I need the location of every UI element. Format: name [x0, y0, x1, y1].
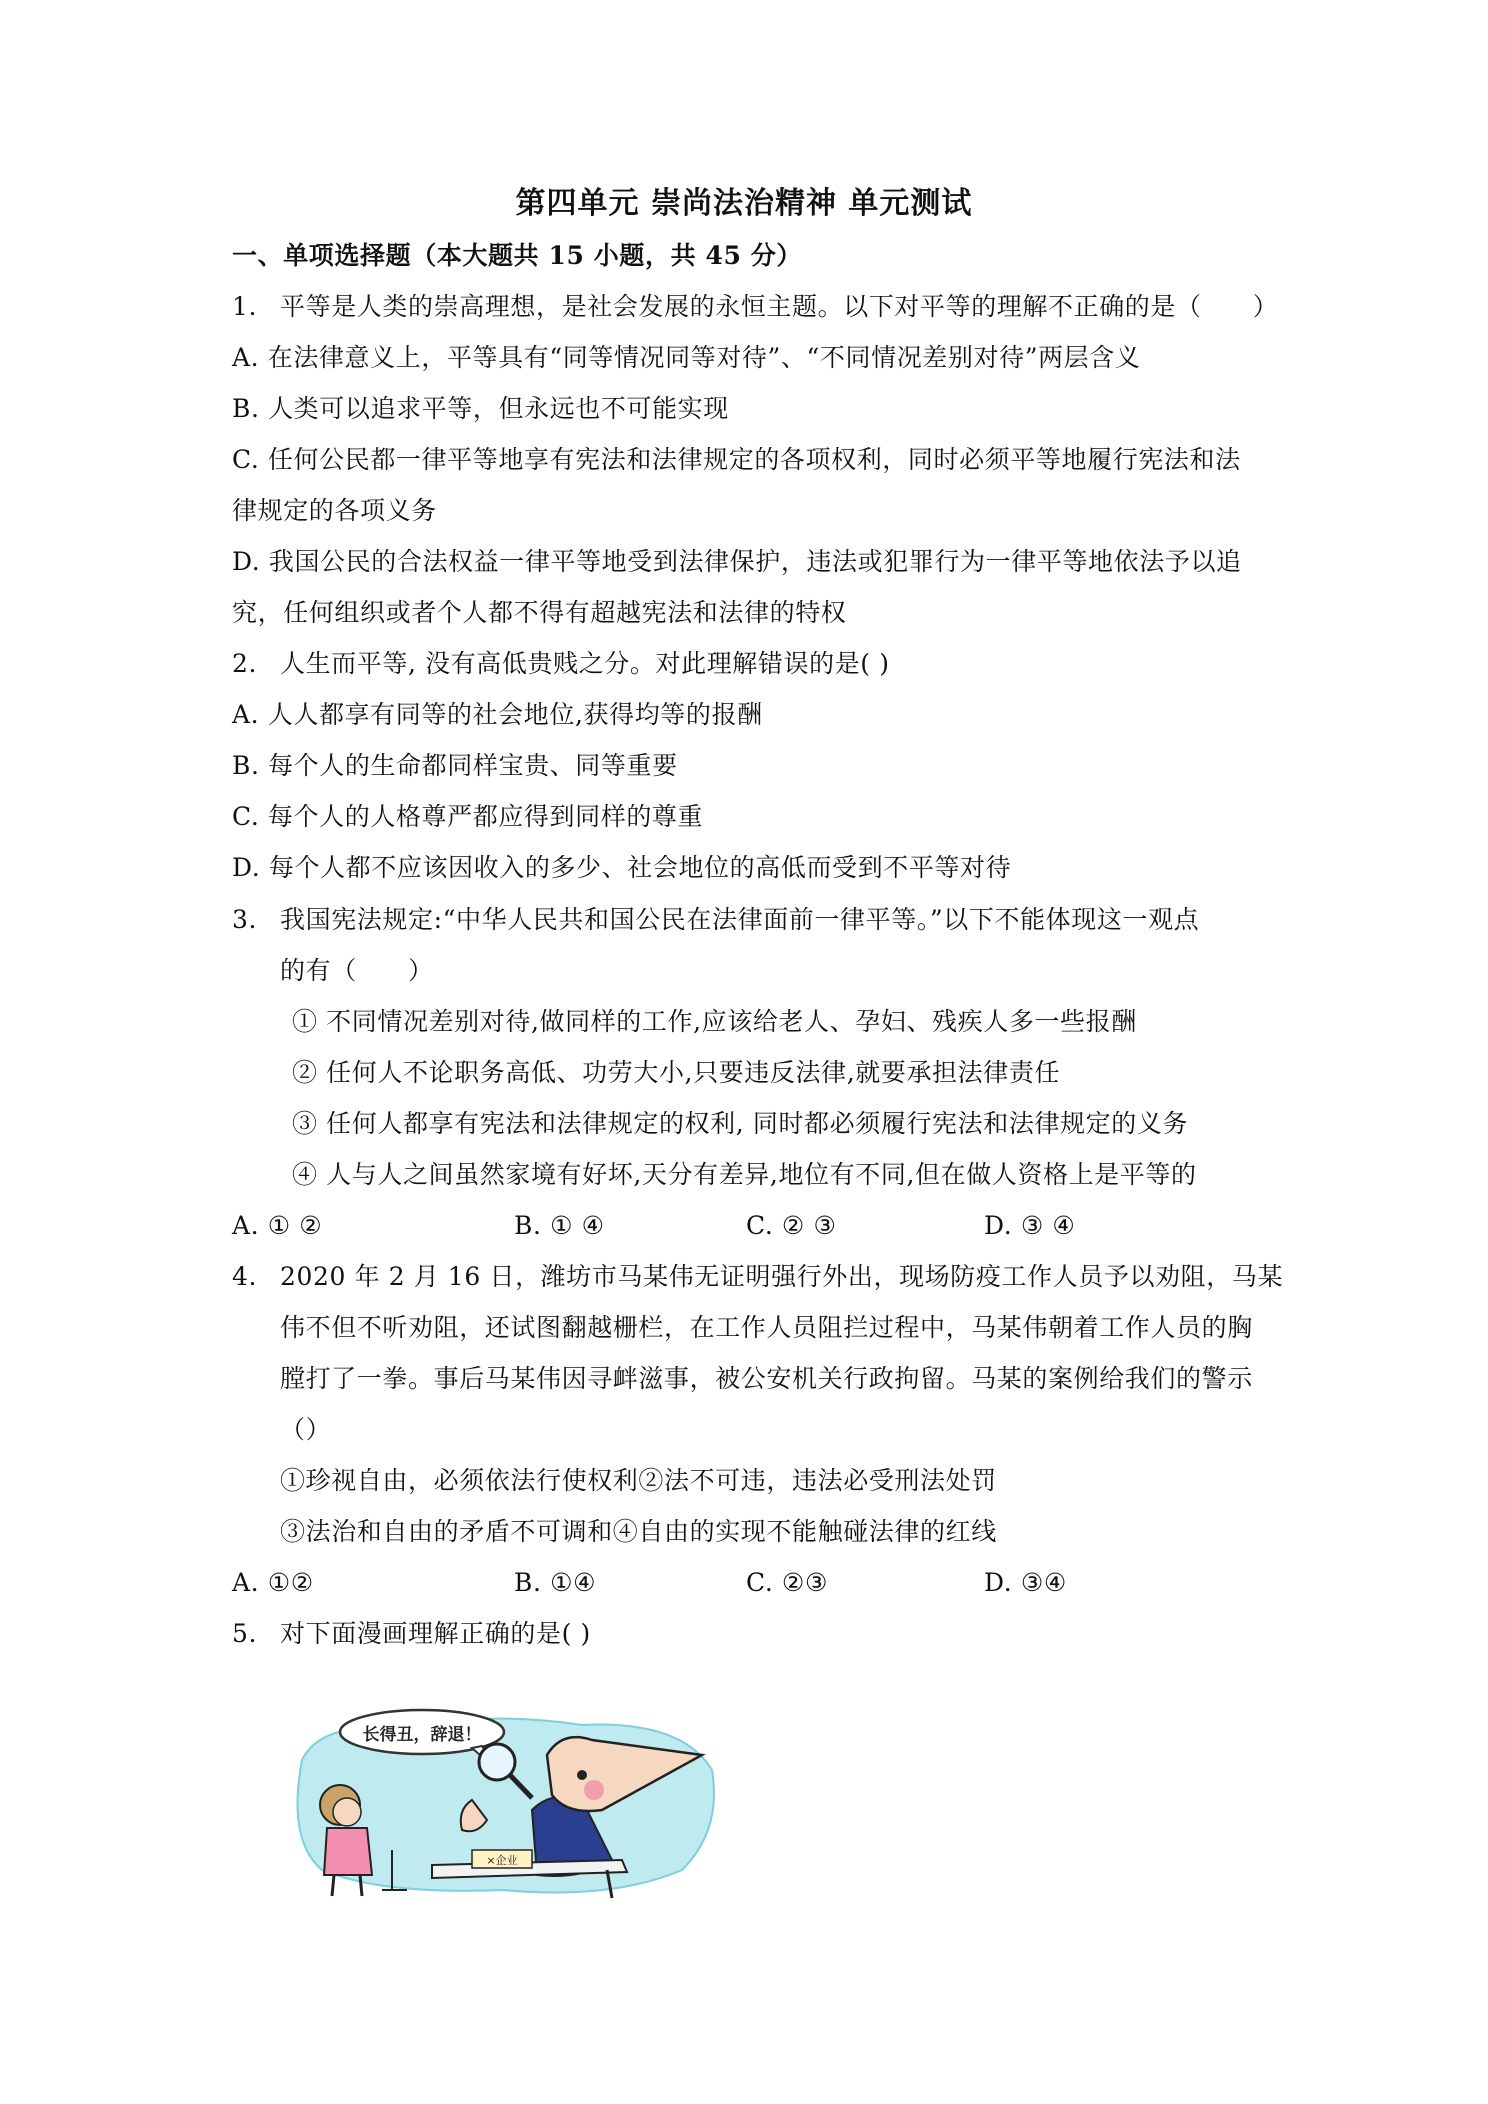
- q1-option-b: B. 人类可以追求平等，但永远也不可能实现: [232, 394, 729, 423]
- question-1-stem: [232, 283, 1279, 331]
- question-number: 3.: [232, 905, 258, 934]
- q1-option-d-cont: 究，任何组织或者个人都不得有超越宪法和法律的特权: [232, 598, 847, 627]
- question-text: 对下面漫画理解正确的是( ): [280, 1619, 591, 1648]
- q1-option-d: D. 我国公民的合法权益一律平等地受到法律保护，违法或犯罪行为一律平等地依法予以追: [232, 547, 1242, 576]
- question-4-stem: [232, 1253, 1284, 1301]
- q1-option-c-cont: 律规定的各项义务: [232, 496, 437, 525]
- q1-option-c: C. 任何公民都一律平等地享有宪法和法律规定的各项权利，同时必须平等地履行宪法和法: [232, 445, 1241, 474]
- q2-option-d: D. 每个人都不应该因收入的多少、社会地位的高低而受到不平等对待: [232, 853, 1012, 882]
- q4-option-b: B. ①④: [514, 1568, 597, 1597]
- q3-option-d: D. ③ ④: [984, 1211, 1076, 1240]
- q3-options-row: [232, 1202, 1272, 1250]
- q4-statements-1: ①珍视自由，必须依法行使权利②法不可违，违法必受刑法处罚: [280, 1466, 997, 1495]
- question-2-stem: [232, 640, 1272, 688]
- q1-option-a: A. 在法律意义上，平等具有“同等情况同等对待”、“不同情况差别对待”两层含义: [232, 343, 1141, 372]
- question-text: 人生而平等, 没有高低贵贱之分。对此理解错误的是( ): [280, 649, 890, 678]
- q3-option-a: A. ① ②: [232, 1211, 323, 1240]
- cartoon-bubble-text: 长得丑，辞退！: [362, 1725, 482, 1745]
- q3-statement-2: ② 任何人不论职务高低、功劳大小,只要违反法律,就要承担法律责任: [292, 1058, 1061, 1087]
- cartoon-paper-text: ×企业: [486, 1854, 518, 1867]
- q4-statements-2: ③法治和自由的矛盾不可调和④自由的实现不能触碰法律的红线: [280, 1517, 997, 1546]
- section-heading: 一、单项选择题（本大题共 15 小题，共 45 分）: [232, 241, 802, 270]
- question-3-stem-cont: 的有（ ）: [280, 956, 434, 985]
- question-number: 5.: [232, 1619, 258, 1648]
- cartoon-illustration: [282, 1700, 722, 1900]
- question-number: 1.: [232, 292, 258, 321]
- question-number: 2.: [232, 649, 258, 678]
- question-4-stem-cont-1: 伟不但不听劝阻，还试图翻越栅栏，在工作人员阻拦过程中，马某伟朝着工作人员的胸: [280, 1313, 1253, 1342]
- question-5-stem: [232, 1610, 1272, 1658]
- q3-option-c: C. ② ③: [746, 1211, 837, 1240]
- q3-option-b: B. ① ④: [514, 1211, 605, 1240]
- q4-option-a: A. ①②: [232, 1568, 314, 1597]
- q4-options-row: [232, 1559, 1272, 1607]
- question-4-stem-cont-3: （）: [280, 1415, 332, 1444]
- q3-statement-4: ④ 人与人之间虽然家境有好坏,天分有差异,地位有不同,但在做人资格上是平等的: [292, 1160, 1197, 1189]
- q2-option-b: B. 每个人的生命都同样宝贵、同等重要: [232, 751, 678, 780]
- question-text: 我国宪法规定:“中华人民共和国公民在法律面前一律平等。”以下不能体现这一观点: [280, 905, 1200, 934]
- question-number: 4.: [232, 1262, 258, 1291]
- q2-option-c: C. 每个人的人格尊严都应得到同样的尊重: [232, 802, 704, 831]
- q4-option-d: D. ③④: [984, 1568, 1067, 1597]
- question-4-stem-cont-2: 膛打了一拳。事后马某伟因寻衅滋事，被公安机关行政拘留。马某的案例给我们的警示: [280, 1364, 1253, 1393]
- q3-statement-1: ① 不同情况差别对待,做同样的工作,应该给老人、孕妇、残疾人多一些报酬: [292, 1007, 1137, 1036]
- q4-option-c: C. ②③: [746, 1568, 828, 1597]
- q3-statement-3: ③ 任何人都享有宪法和法律规定的权利, 同时都必须履行宪法和法律规定的义务: [292, 1109, 1189, 1138]
- question-text: 平等是人类的崇高理想，是社会发展的永恒主题。以下对平等的理解不正确的是（ ）: [280, 292, 1279, 321]
- question-text: 2020 年 2 月 16 日，潍坊市马某伟无证明强行外出，现场防疫工作人员予以劝阻，马某: [280, 1262, 1284, 1291]
- q2-option-a: A. 人人都享有同等的社会地位,获得均等的报酬: [232, 700, 763, 729]
- question-3-stem: [232, 896, 1272, 944]
- page-title: 第四单元 崇尚法治精神 单元测试: [515, 186, 973, 221]
